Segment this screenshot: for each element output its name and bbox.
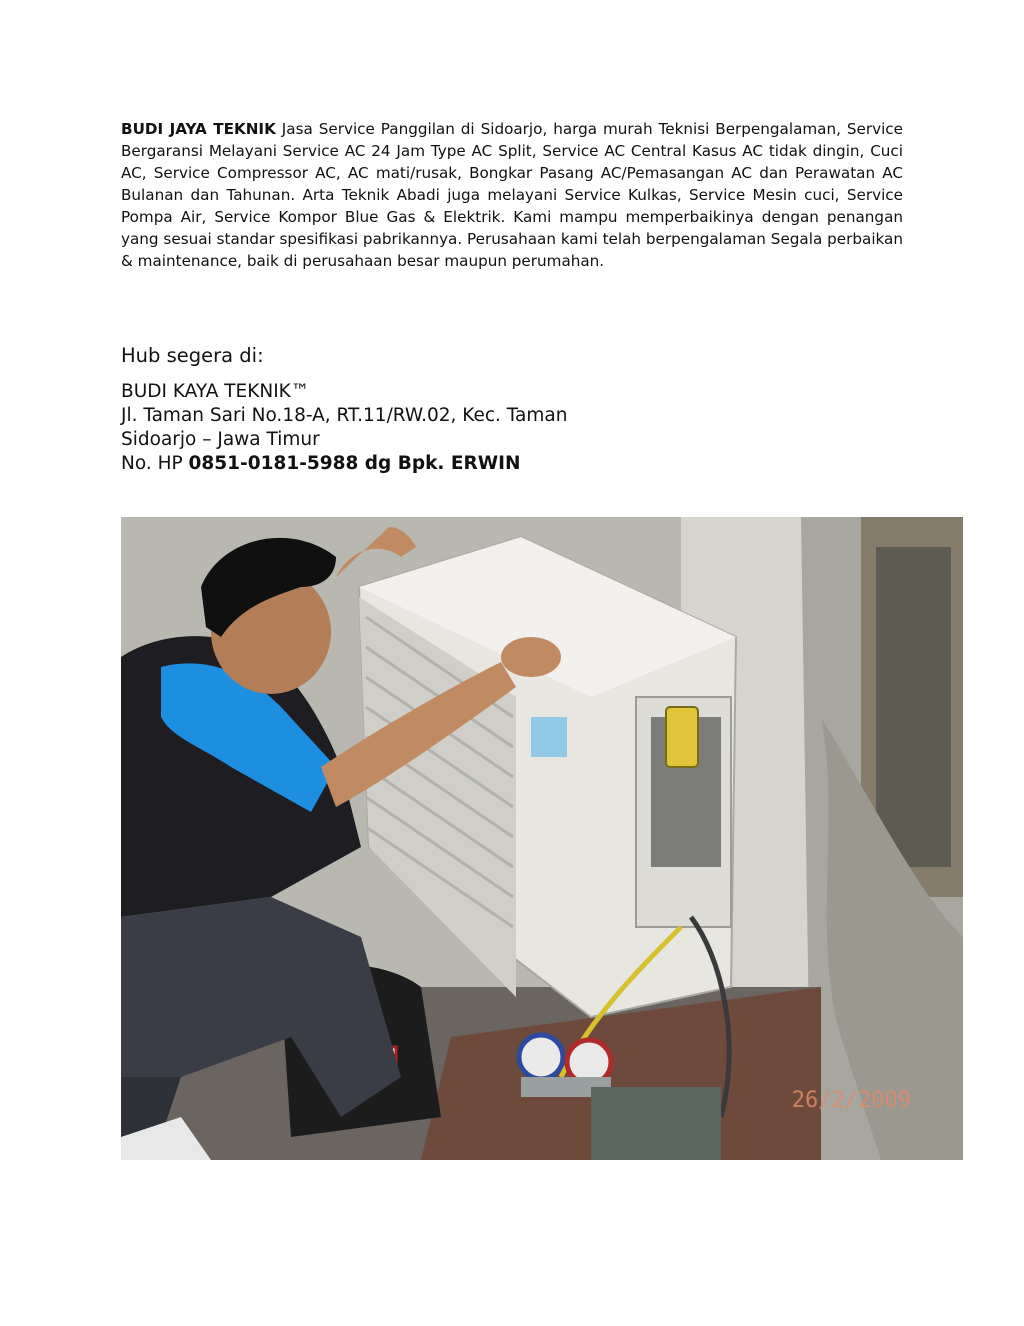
phone-prefix: No. HP — [121, 453, 189, 474]
photo-ac-label — [531, 717, 567, 757]
contact-block — [121, 344, 881, 476]
contact-address-line-1: Jl. Taman Sari No.18-A, RT.11/RW.02, Kec. Taman — [121, 405, 568, 426]
contact-company: BUDI KAYA TEKNIK™ — [121, 381, 310, 402]
photo-clamp-meter — [666, 707, 698, 767]
company-name: BUDI JAYA TEKNIK — [121, 120, 276, 138]
phone-number: 0851-0181-5988 dg Bpk. ERWIN — [188, 453, 521, 474]
intro-text: Jasa Service Panggilan di Sidoarjo, harga murah Teknisi Berpengalaman, Service Bergaransi Melayani Service AC 24 Jam Type AC Split, Service AC Central Kasus AC tidak dingin, Cuci AC, Service Compressor AC, AC mati/rusak, Bongkar Pasang AC/Pemasangan AC dan Perawatan AC Bulanan dan Tahunan. Arta Teknik Abadi juga melayani Service Kulkas, Service Mesin cuci, Service Pompa Air, Service Kompor Blue Gas & Elektrik. Kami mampu memperbaikinya dengan penangan yang sesuai standar spesifikasi pabrikannya. Perusahaan kami telah berpengalaman Segala perbaikan & maintenance, baik di perusahaan besar maupun perumahan. — [121, 120, 903, 270]
photo-vacuum-pump — [591, 1087, 721, 1160]
technician-photo — [121, 517, 963, 1160]
photo-technician-hand — [501, 637, 561, 677]
contact-address-line-2: Sidoarjo – Jawa Timur — [121, 429, 320, 450]
intro-paragraph — [121, 118, 903, 272]
contact-heading: Hub segera di: — [121, 344, 264, 367]
contact-phone-line — [121, 452, 881, 476]
photo-date-stamp: 26/2/2009 — [791, 1088, 911, 1113]
photo-window-grille — [876, 547, 951, 867]
photo-blue-gauge — [519, 1035, 563, 1079]
